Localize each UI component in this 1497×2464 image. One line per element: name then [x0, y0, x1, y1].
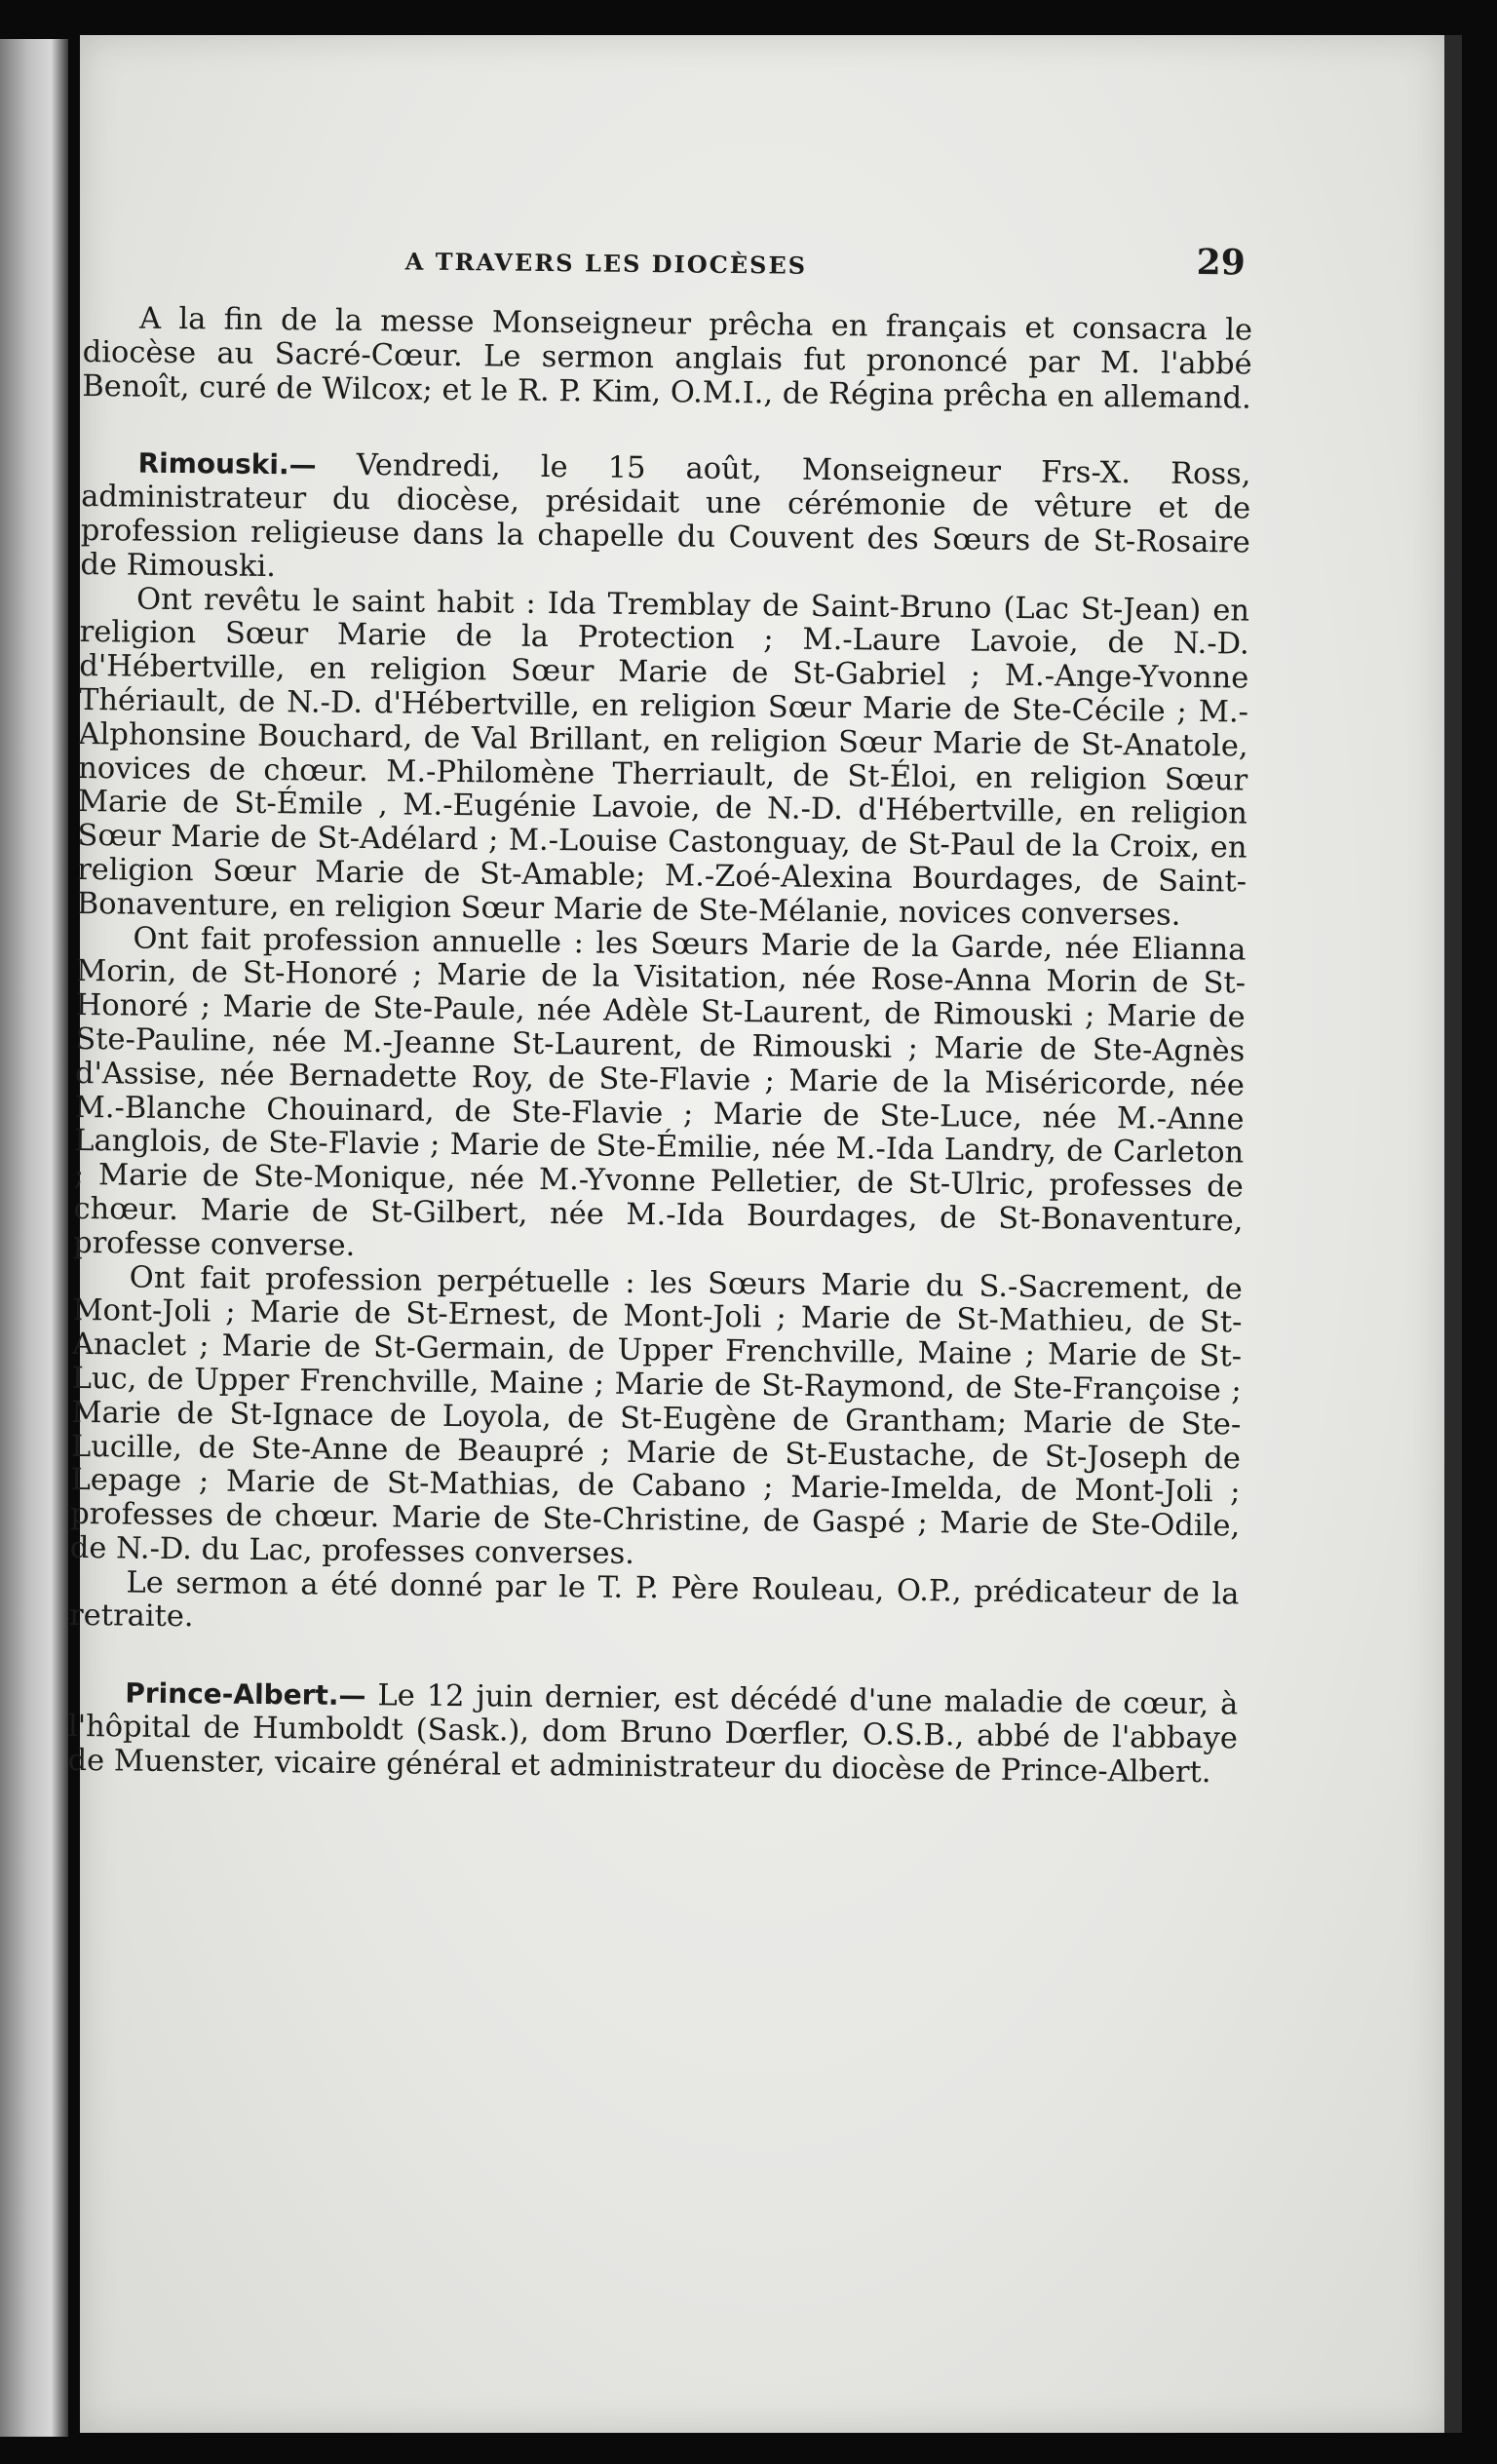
- page-shadow-edge: [1444, 35, 1462, 2433]
- prince-albert-lead-paragraph: [67, 1676, 1238, 1790]
- facing-page-edge: [0, 39, 68, 2437]
- rimouski-paragraph-5: Le sermon a été donné par le T. P. Père Rouleau, O.P., prédicateur de la retraite.: [68, 1565, 1240, 1635]
- prince-albert-paragraph-1: Le 12 juin dernier, est décédé d'une maladie de cœur, à l'hôpital de Humboldt (Sask.), dom Bruno Dœrfler, O.S.B., abbé de l'abbaye de Muenster, vicaire général et administrateur du diocèse de Prince-Albert.: [67, 1678, 1239, 1790]
- page-content: [67, 234, 1253, 1790]
- section-prince-albert: [67, 1676, 1238, 1790]
- section-heading-prince-albert: Prince-Albert.—: [125, 1676, 366, 1713]
- page-number: 29: [1196, 241, 1246, 284]
- section-heading-rimouski: Rimouski.—: [137, 446, 317, 481]
- running-title: A TRAVERS LES DIOCÈSES: [404, 247, 808, 280]
- rimouski-paragraph-3: Ont fait profession annuelle : les Sœurs Marie de la Garde, née Elianna Morin, de St-Honoré ; Marie de la Visitation, née Rose-Anna Morin de St-Honoré ; Marie de Ste-Paule, née Adèle St-Laurent, de Rimouski ; Marie de Ste-Pauline, née M.-Jeanne St-Laurent, de Rimouski ; Marie de Ste-Agnès d'Assise, née Bernadette Roy, de Ste-Flavie ; Marie de la Miséricorde, née M.-Blanche Chouinard, de Ste-Flavie ; Marie de Ste-Luce, née M.-Anne Langlois, de Ste-Flavie ; Marie de Ste-Émilie, née M.-Ida Landry, de Carleton ; Marie de Ste-Monique, née M.-Yvonne Pelletier, de St-Ulric, professes de chœur. Marie de St-Gilbert, née M.-Ida Bourdages, de St-Bonaventure, professe converse.: [72, 921, 1247, 1263]
- rimouski-paragraph-4: Ont fait profession perpétuelle : les Sœurs Marie du S.-Sacrement, de Mont-Joli ; Marie de St-Ernest, de Mont-Joli ; Marie de St-Mathieu, de St-Anaclet ; Marie de St-Germain, de Upper Frenchville, Maine ; Marie de St-Luc, de Upper Frenchville, Maine ; Marie de St-Raymond, de Ste-Françoise ; Marie de St-Ignace de Loyola, de St-Eugène de Grantham; Marie de Ste-Lucille, de Ste-Anne de Beaupré ; Marie de St-Eustache, de St-Joseph de Lepage ; Marie de St-Mathias, de Cabano ; Marie-Imelda, de Mont-Joli ; professes de chœur. Marie de Ste-Christine, de Gaspé ; Marie de Ste-Odile, de N.-D. du Lac, professes converses.: [69, 1260, 1243, 1571]
- section-rimouski: [69, 446, 1251, 1645]
- intro-paragraph: A la fin de la messe Monseigneur prêcha en français et consacra le diocèse au Sacré-Cœur. Le sermon anglais fut prononcé par M. l'abbé Benoît, curé de Wilcox; et le R. P. Kim, O.M.I., de Régina prêcha en allemand.: [82, 301, 1253, 416]
- rimouski-paragraph-1: Vendredi, le 15 août, Monseigneur Frs-X. Ross, administrateur du diocèse, présidait une cérémonie de vêture et de profession religieuse dans la chapelle du Couvent des Sœurs de St-Rosaire de Rimouski.: [80, 448, 1251, 584]
- rimouski-paragraph-2: Ont revêtu le saint habit : Ida Tremblay de Saint-Bruno (Lac St-Jean) en religion Sœur Marie de la Protection ; M.-Laure Lavoie, de N.-D. d'Hébertville, en religion Sœur Marie de St-Gabriel ; M.-Ange-Yvonne Thériault, de N.-D. d'Hébertville, en religion Sœur Marie de Ste-Cécile ; M.-Alphonsine Bouchard, de Val Brillant, en religion Sœur Marie de St-Anatole, novices de chœur. M.-Philomène Therriault, de St-Éloi, en religion Sœur Marie de St-Émile , M.-Eugénie Lavoie, de N.-D. d'Hébertville, en religion Sœur Marie de St-Adélard ; M.-Louise Castonguay, de St-Paul de la Croix, en religion Sœur Marie de St-Amable; M.-Zoé-Alexina Bourdages, de Saint-Bonaventure, en religion Sœur Marie de Ste-Mélanie, novices converses.: [76, 582, 1250, 933]
- rimouski-lead-paragraph: [80, 446, 1250, 595]
